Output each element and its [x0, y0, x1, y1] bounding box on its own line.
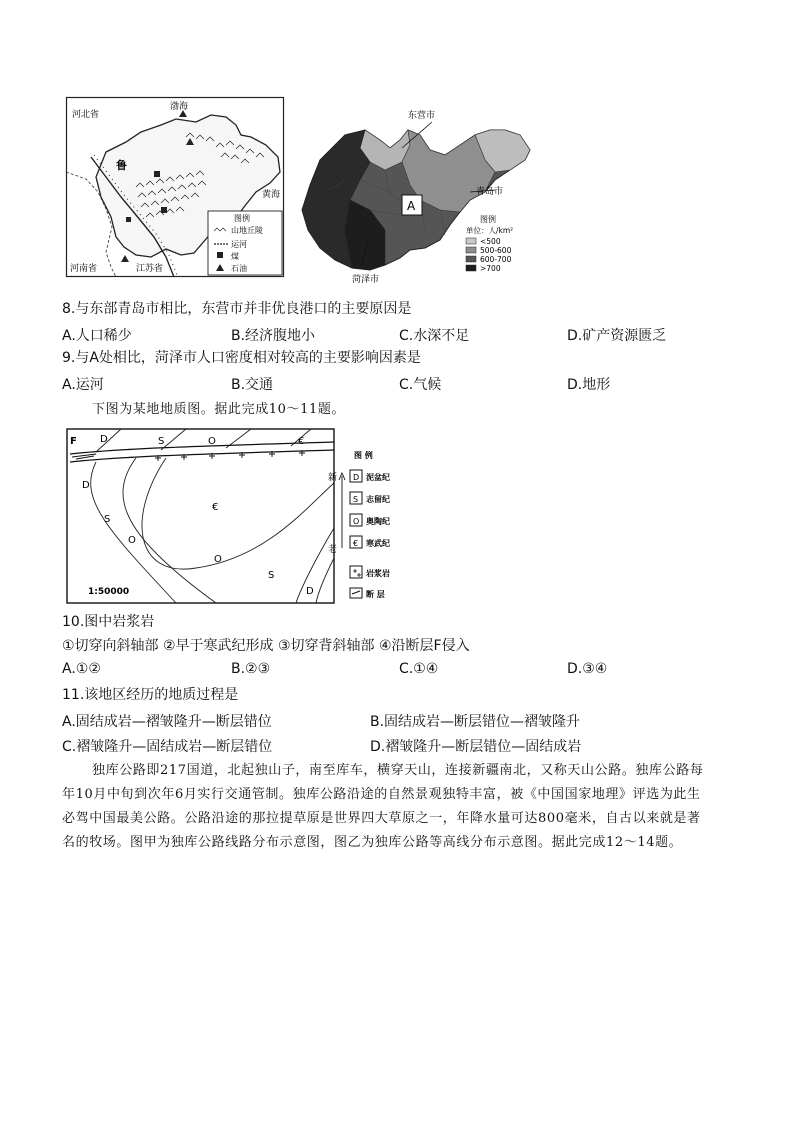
label-bohai: 渤海	[170, 102, 189, 112]
q10-option-a[interactable]: A.①②	[62, 661, 101, 677]
question-10-stem: 10.图中岩浆岩	[62, 614, 155, 630]
passage-line: 必驾中国最美公路。公路沿途的那拉提草原是世界四大草原之一，年降水量可达800毫米，自古以来就是著	[62, 811, 701, 826]
legend-ordovician: 奥陶纪	[366, 517, 390, 526]
legend-coal: 煤	[231, 252, 239, 261]
legend-symbol-s: S	[353, 495, 359, 504]
magma-legend-icon	[350, 566, 362, 578]
unit-label: O	[214, 554, 222, 565]
q8-option-b[interactable]: B.经济腹地小	[231, 328, 316, 344]
legend-unit: 单位：人/km²	[466, 226, 514, 235]
geology-map	[66, 428, 390, 606]
unit-label: S	[268, 570, 275, 581]
unit-label: S	[158, 436, 165, 447]
q11-option-b[interactable]: B.固结成岩—断层错位—褶皱隆升	[370, 714, 581, 730]
passage-line: 年10月中旬到次年6月实行交通管制。独库公路沿途的自然景观独特丰富，被《中国国家地理》评选为此生	[62, 787, 701, 802]
label-qingdao: 青岛市	[476, 187, 504, 197]
q10-option-c[interactable]: C.①④	[399, 661, 439, 677]
coal-legend-icon	[217, 252, 223, 258]
label-jiangsu: 江苏省	[136, 264, 164, 274]
unit-label: O	[208, 436, 216, 447]
question-11-stem: 11.该地区经历的地质过程是	[62, 687, 239, 703]
legend-devonian: 泥盆纪	[366, 473, 390, 482]
old-label: 老	[328, 545, 338, 555]
legend-c2: 500-600	[480, 246, 512, 255]
passage-line: 独库公路即217国道，北起独山子，南至库车，横穿天山，连接新疆南北，又称天山公路。独库公路每	[92, 763, 704, 778]
population-map	[290, 100, 540, 285]
legend-fault: 断 层	[366, 590, 385, 599]
legend-symbol-o: O	[353, 517, 360, 526]
legend-cambrian: 寒武纪	[366, 539, 390, 548]
legend-silurian: 志留纪	[366, 495, 390, 504]
q11-option-d[interactable]: D.褶皱隆升—断层错位—固结成岩	[370, 739, 582, 755]
legend-c1: <500	[480, 237, 501, 246]
legend-title: 图例	[480, 215, 496, 224]
unit-label: €	[212, 502, 219, 513]
unit-label: D	[306, 586, 314, 597]
legend-canal: 运河	[231, 240, 247, 249]
q10-option-b[interactable]: B.②③	[231, 661, 271, 677]
q11-option-a[interactable]: A.固结成岩—褶皱隆升—断层错位	[62, 714, 272, 730]
q9-option-b[interactable]: B.交通	[231, 377, 274, 393]
label-heze: 菏泽市	[352, 275, 380, 285]
population-legend	[466, 214, 513, 273]
label-hebei: 河北省	[72, 110, 100, 120]
legend-magma: 岩浆岩	[366, 569, 390, 578]
legend-c3: 600-700	[480, 255, 512, 264]
label-dongying: 东营市	[408, 111, 436, 121]
question-8-stem: 8.与东部青岛市相比，东营市并非优良港口的主要原因是	[62, 301, 412, 317]
legend-oil: 石油	[231, 264, 247, 273]
legend-symbol-d: D	[353, 473, 360, 482]
label-henan: 河南省	[70, 264, 98, 274]
q11-option-c[interactable]: C.褶皱隆升—固结成岩—断层错位	[62, 739, 273, 755]
new-label: 新	[328, 473, 338, 483]
unit-label: D	[82, 480, 90, 491]
fault-label: F	[70, 436, 77, 447]
unit-label: O	[128, 535, 136, 546]
unit-label: D	[100, 434, 108, 445]
passage-line: 名的牧场。图甲为独库公路线路分布示意图，图乙为独库公路等高线分布示意图。据此完成12～14题。	[62, 835, 683, 850]
q9-option-d[interactable]: D.地形	[567, 377, 611, 393]
legend-title: 图例	[234, 214, 250, 223]
q9-option-a[interactable]: A.运河	[62, 377, 104, 393]
q8-option-a[interactable]: A.人口稀少	[62, 328, 132, 344]
question-9-stem: 9.与A处相比，菏泽市人口密度相对较高的主要影响因素是	[62, 350, 421, 366]
legend-symbol-c: €	[353, 539, 359, 548]
legend-hills: 山地丘陵	[231, 226, 263, 235]
unit-label: €	[298, 436, 305, 447]
q9-option-c[interactable]: C.气候	[399, 377, 442, 393]
q8-option-d[interactable]: D.矿产资源匮乏	[567, 328, 667, 344]
scale-label: 1:50000	[88, 587, 130, 597]
legend-c4: >700	[480, 264, 501, 273]
label-huanghai: 黄海	[262, 190, 281, 200]
q8-option-c[interactable]: C.水深不足	[399, 328, 470, 344]
q10-statements: ①切穿向斜轴部 ②早于寒武纪形成 ③切穿背斜轴部 ④沿断层F侵入	[62, 638, 470, 654]
label-lu: 鲁	[116, 159, 127, 172]
q10-option-d[interactable]: D.③④	[567, 661, 608, 677]
unit-label: S	[104, 514, 111, 525]
label-a: A	[407, 199, 416, 213]
legend-title: 图 例	[354, 451, 373, 460]
intro-10-11: 下图为某地地质图。据此完成10～11题。	[92, 402, 346, 417]
resource-map	[66, 97, 284, 277]
